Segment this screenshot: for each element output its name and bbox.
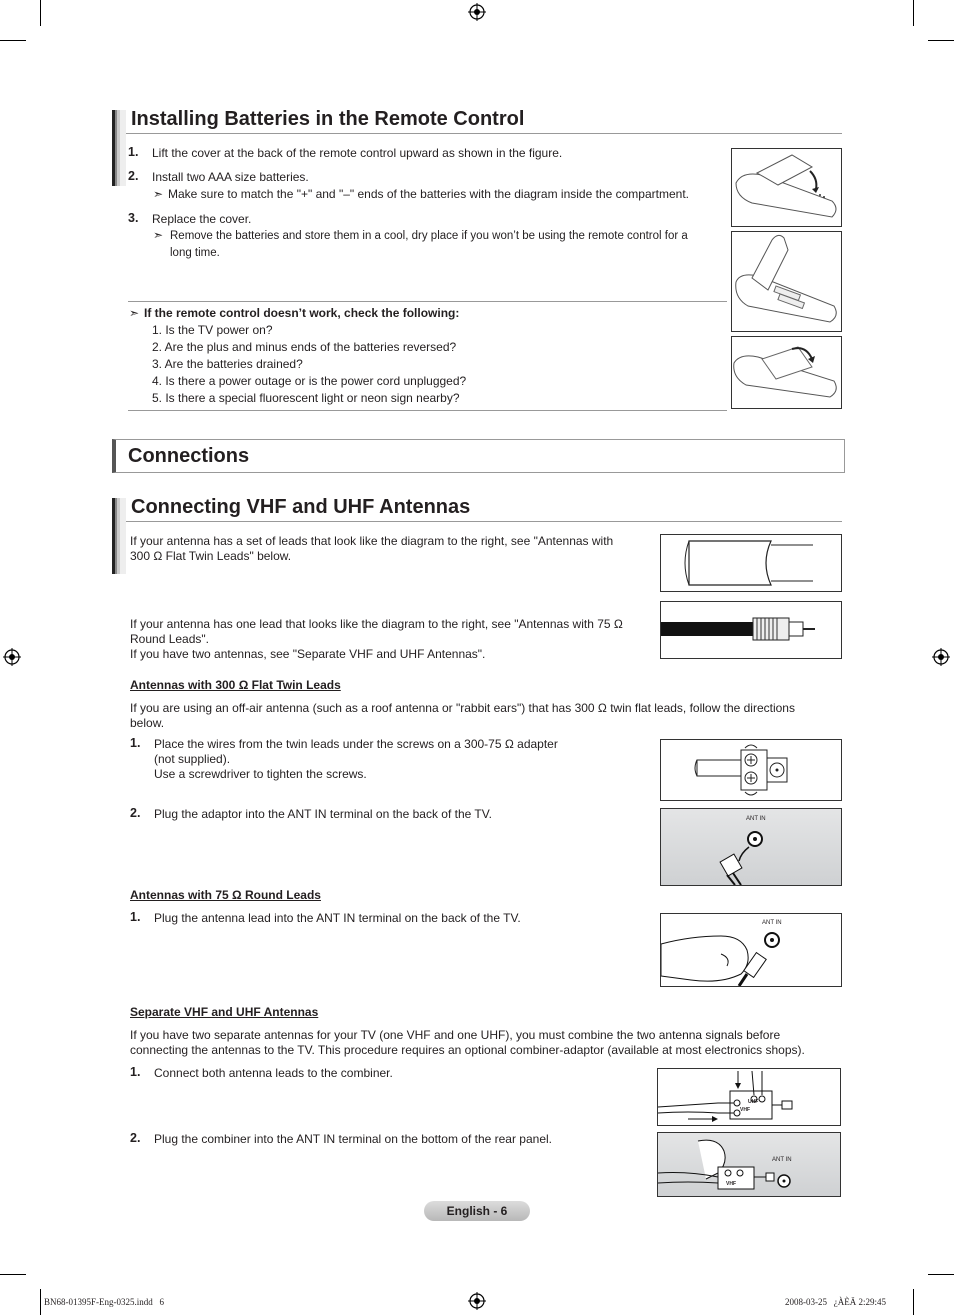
step-text: Lift the cover at the back of the remote control upward as shown in the figure. (152, 146, 563, 160)
registration-mark-icon (468, 3, 486, 21)
crop-mark (40, 0, 41, 26)
check-item: 1. Is the TV power on? (152, 323, 273, 337)
registration-mark-icon (3, 648, 21, 666)
check-item: 3. Are the batteries drained? (152, 357, 303, 371)
section-bar (112, 498, 126, 574)
step-note: Make sure to match the "+" and "–" ends of the batteries with the diagram inside the compartment. (168, 187, 689, 201)
check-item: 5. Is there a special fluorescent light or neon sign nearby? (152, 391, 460, 405)
uhf-label: UHF (748, 1099, 759, 1105)
antennas-title: Connecting VHF and UHF Antennas (131, 496, 471, 518)
crop-mark (0, 40, 26, 41)
intro-paragraph: If your antenna has a set of leads that look like the diagram to the right, see "Antennas with 300 Ω Flat Twin Leads" below. (130, 534, 614, 563)
page-label: English - 6 (446, 1204, 508, 1218)
step-text: Plug the combiner into the ANT IN terminal on the bottom of the rear panel. (154, 1132, 552, 1146)
step-number: 2. (128, 169, 139, 183)
crop-mark (928, 1274, 954, 1275)
step-text: Install two AAA size batteries. (152, 170, 309, 184)
twin-lead-figure (660, 534, 842, 592)
ant-in-figure-adapter (660, 808, 842, 886)
title-rule (126, 521, 842, 522)
note-arrow-icon: ➣ (129, 306, 140, 320)
step-number: 2. (130, 1131, 141, 1145)
step-number: 2. (130, 806, 141, 820)
intro-paragraph: If you have two antennas, see "Separate VHF and UHF Antennas". (130, 647, 486, 661)
crop-mark (913, 1289, 914, 1315)
remote-figure-replace-cover (731, 336, 842, 409)
step-text: Plug the adaptor into the ANT IN terminal on the back of the TV. (154, 807, 492, 821)
step-text: (not supplied). (154, 752, 231, 766)
flat-leads-desc: If you are using an off-air antenna (such as a roof antenna or "rabbit ears") that has 300 Ω twin flat leads, follow the directions below. (130, 701, 795, 730)
connections-title: Connections (128, 445, 250, 467)
footer-file: BN68-01395F-Eng-0325.indd 6 (44, 1297, 164, 1307)
step-number: 3. (128, 211, 139, 225)
crop-mark (0, 1274, 26, 1275)
remote-figure-batteries (731, 231, 842, 332)
step-number: 1. (130, 736, 141, 750)
ant-in-figure-hand (660, 913, 842, 987)
check-rule-top (128, 301, 727, 302)
step-text: Plug the antenna lead into the ANT IN terminal on the back of the TV. (154, 911, 521, 925)
step-note: Remove the batteries and store them in a cool, dry place if you won’t be using the remote control for a long time. (170, 230, 688, 259)
check-item: 4. Is there a power outage or is the power cord unplugged? (152, 374, 467, 388)
adapter-figure (660, 739, 842, 801)
step-text: Use a screwdriver to tighten the screws. (154, 767, 367, 781)
flat-leads-heading: Antennas with 300 Ω Flat Twin Leads (130, 678, 341, 692)
step-text: Place the wires from the twin leads under the screws on a 300-75 Ω adapter (154, 737, 558, 751)
crop-mark (928, 40, 954, 41)
registration-mark-icon (468, 1292, 486, 1310)
check-title: If the remote control doesn’t work, check the following: (144, 306, 460, 320)
note-arrow-icon: ➣ (153, 187, 164, 201)
round-lead-figure (660, 601, 842, 659)
section-bar (112, 110, 126, 186)
batteries-title: Installing Batteries in the Remote Control (131, 108, 525, 130)
step-number: 1. (130, 910, 141, 924)
combiner-figure (657, 1068, 841, 1126)
step-number: 1. (128, 145, 139, 159)
step-text: Connect both antenna leads to the combiner. (154, 1066, 393, 1080)
combiner-ant-in-figure (657, 1132, 841, 1197)
crop-mark (40, 1289, 41, 1315)
step-text: Replace the cover. (152, 212, 252, 226)
ant-in-label: ANT IN (772, 1157, 792, 1163)
intro-paragraph: If your antenna has one lead that looks like the diagram to the right, see "Antennas with 75 Ω Round Leads". (130, 617, 623, 646)
title-rule (126, 133, 842, 134)
ant-in-label: ANT IN (762, 920, 782, 926)
vhf-label: VHF (740, 1107, 750, 1113)
round-leads-heading: Antennas with 75 Ω Round Leads (130, 888, 321, 902)
vhf-label: VHF (726, 1181, 736, 1187)
footer-date: 2008-03-25 ¿ÀÈÄ 2:29:45 (785, 1297, 886, 1307)
registration-mark-icon (932, 648, 950, 666)
crop-mark (913, 0, 914, 26)
separate-desc: If you have two separate antennas for your TV (one VHF and one UHF), you must combine the two antenna signals before connecting the antennas to the TV. This procedure requires an optional combiner-adaptor (available at most electronics shops). (130, 1028, 805, 1057)
ant-in-label: ANT IN (746, 816, 766, 822)
step-number: 1. (130, 1065, 141, 1079)
note-arrow-icon: ➣ (153, 228, 164, 242)
check-item: 2. Are the plus and minus ends of the batteries reversed? (152, 340, 457, 354)
check-rule-bottom (128, 410, 727, 411)
separate-heading: Separate VHF and UHF Antennas (130, 1005, 319, 1019)
remote-figure-open-cover (731, 148, 842, 227)
